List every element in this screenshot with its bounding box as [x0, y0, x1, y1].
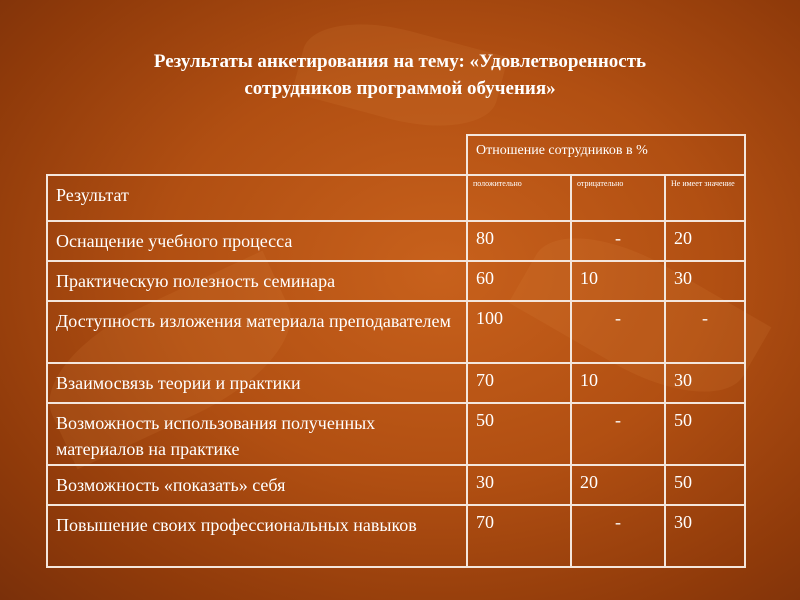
no-value-value: 20: [665, 221, 745, 261]
table-group-header-row: [47, 135, 745, 175]
positive-value: 70: [467, 363, 571, 403]
row-label: Взаимосвязь теории и практики: [47, 363, 467, 403]
negative-value: -: [571, 301, 665, 363]
no-value-value: 50: [665, 403, 745, 465]
negative-value: 20: [571, 465, 665, 505]
table-row: [47, 221, 745, 261]
header-negative: отрицательно: [571, 175, 665, 221]
title-line-1: Результаты анкетирования на тему: «Удовлетворенность: [153, 51, 647, 72]
empty-header-cell: [47, 135, 467, 175]
row-label: Оснащение учебного процесса: [47, 221, 467, 261]
positive-value: 30: [467, 465, 571, 505]
row-label: Практическую полезность семинара: [47, 261, 467, 301]
row-label: Возможность «показать» себя: [47, 465, 467, 505]
negative-value: 10: [571, 261, 665, 301]
no-value-value: 50: [665, 465, 745, 505]
group-header-cell: Отношение сотрудников в %: [467, 135, 745, 175]
survey-results-table: [46, 134, 746, 568]
negative-value: -: [571, 505, 665, 567]
row-label: Повышение своих профессиональных навыков: [47, 505, 467, 567]
header-positive: положительно: [467, 175, 571, 221]
table-row: [47, 363, 745, 403]
no-value-value: -: [665, 301, 745, 363]
table-row: [47, 403, 745, 465]
positive-value: 70: [467, 505, 571, 567]
header-result: Результат: [47, 175, 467, 221]
header-no-value: Не имеет значение: [665, 175, 745, 221]
positive-value: 60: [467, 261, 571, 301]
title-line-2: сотрудников программой обучения»: [244, 78, 556, 99]
table-row: [47, 301, 745, 363]
table-row: [47, 465, 745, 505]
table-row: [47, 505, 745, 567]
no-value-value: 30: [665, 505, 745, 567]
page-title: [0, 48, 800, 102]
negative-value: -: [571, 403, 665, 465]
positive-value: 80: [467, 221, 571, 261]
positive-value: 50: [467, 403, 571, 465]
no-value-value: 30: [665, 261, 745, 301]
positive-value: 100: [467, 301, 571, 363]
negative-value: 10: [571, 363, 665, 403]
negative-value: -: [571, 221, 665, 261]
row-label: Доступность изложения материала преподавателем: [47, 301, 467, 363]
row-label: Возможность использования полученных материалов на практике: [47, 403, 467, 465]
no-value-value: 30: [665, 363, 745, 403]
table-header-row: [47, 175, 745, 221]
table-row: [47, 261, 745, 301]
